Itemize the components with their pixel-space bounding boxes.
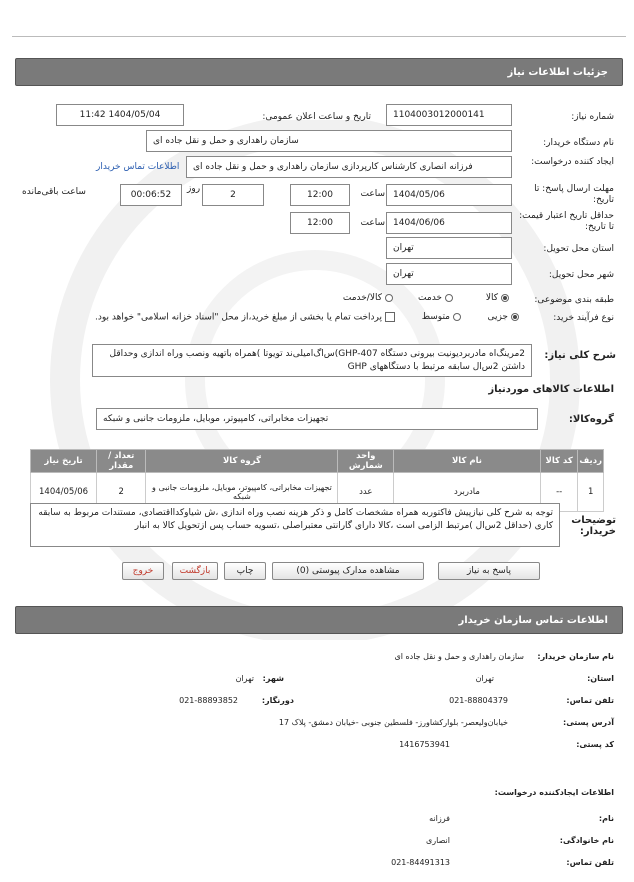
province-field: تهران xyxy=(386,237,512,259)
col-name: نام کالا xyxy=(394,450,541,473)
buyer-notes-text: توجه به شرح کلی نیازپیش فاکتوربه همراه مشخصات کامل و ذکر هزینه نصب وراه اندازی ،ش شیاوکدااقتصادی، مستندات مربوط به سابقه کاری (حداقل 2س‌ال )مرتبط الزامی است ،کالا دارای گارانتی معتبراصلی ،تسویه حساب پس ازتحویل کالا به انبار xyxy=(30,503,560,547)
contact-phone: 021-88804379 xyxy=(449,696,508,705)
creator-family: انصاری xyxy=(426,836,450,845)
validity-time-field: 12:00 xyxy=(290,212,350,234)
creator-phone-label: تلفن تماس: xyxy=(566,858,614,867)
category-label: طبقه بندی موضوعی: xyxy=(534,295,614,305)
buyer-org-label: نام دستگاه خریدار: xyxy=(543,138,614,148)
contact-city: تهران xyxy=(235,674,254,683)
contact-province: تهران xyxy=(475,674,494,683)
days-field: 2 xyxy=(202,184,264,206)
category-option-goods[interactable]: کالا xyxy=(486,293,512,304)
contact-postal: 1416753941 xyxy=(399,740,450,749)
need-number-field: 1104003012000141 xyxy=(386,104,512,126)
process-option-medium[interactable]: متوسط xyxy=(422,312,464,323)
goods-group-field: تجهیزات مخابراتی، کامپیوتر، موبایل، ملزومات جانبی و شبکه xyxy=(96,408,538,430)
announce-label: تاریخ و ساعت اعلان عمومی: xyxy=(262,112,371,122)
radio-icon[interactable] xyxy=(385,294,393,302)
contact-title: اطلاعات تماس سازمان خریدار xyxy=(458,615,608,626)
buyer-org-field: سازمان راهداری و حمل و نقل جاده ای xyxy=(146,130,512,152)
col-group: گروه کالا xyxy=(146,450,338,473)
checkbox-icon[interactable] xyxy=(385,312,395,322)
page-title: جزئیات اطلاعات نیاز xyxy=(507,67,608,78)
process-option-minor[interactable]: جزیی xyxy=(487,312,522,323)
contact-city-label: شهر: xyxy=(262,674,284,683)
category-option-both[interactable]: کالا/خدمت xyxy=(343,293,396,304)
process-label: نوع فرآیند خرید: xyxy=(553,313,614,323)
contact-province-label: استان: xyxy=(587,674,614,683)
category-option-service[interactable]: خدمت xyxy=(418,293,456,304)
reply-button[interactable]: پاسخ به نیاز xyxy=(438,562,540,580)
validity-label: حداقل تاریخ اعتبار قیمت: تا تاریخ: xyxy=(519,211,614,232)
city-label: شهر محل تحویل: xyxy=(548,270,614,280)
print-button[interactable]: چاپ xyxy=(224,562,266,580)
summary-label: شرح کلی نیاز: xyxy=(544,350,616,361)
payment-checkbox[interactable]: پرداخت تمام یا بخشی از مبلغ خرید،از محل "اسناد خزانه اسلامی" خواهد بود. xyxy=(28,312,398,324)
col-qty: تعداد / مقدار xyxy=(97,450,146,473)
top-divider xyxy=(12,36,626,37)
attachments-button[interactable]: مشاهده مدارک پیوستی (0) xyxy=(272,562,424,580)
table-row: 1 -- مادربرد عدد تجهیزات مخابراتی، کامپیوتر، موبایل، ملزومات جانبی و شبکه 2 1404/05/06 xyxy=(31,473,604,512)
col-row: ردیف xyxy=(578,450,604,473)
creator-phone: 021-84491313 xyxy=(391,858,450,867)
need-number-label: شماره نیاز: xyxy=(571,112,614,122)
validity-time-label: ساعت xyxy=(360,218,385,228)
exit-button[interactable]: خروج xyxy=(122,562,164,580)
contact-address: خیابان‌ولیعصر- بلوارکشاورز- فلسطین جنوبی -خیابان دمشق- پلاک 17 xyxy=(278,718,508,727)
city-field: تهران xyxy=(386,263,512,285)
col-code: کد کالا xyxy=(540,450,578,473)
goods-group-label: گروه‌کالا: xyxy=(568,414,614,425)
deadline-date-field: 1404/05/06 xyxy=(386,184,512,206)
contact-postal-label: کد پستی: xyxy=(576,740,614,749)
requester-field: فرزانه انصاری کارشناس کارپردازی سازمان راهداری و حمل و نقل جاده ای xyxy=(186,156,512,178)
summary-text: 2مرینگ‌اه مادربردیونیت بیرونی دستگاه GHP-407)س‌اگ‌امیلی‌ند تویوتا )همراه باتهیه ونصب وراه اندازی وحداقل داشتن 2س‌ال سابقه مرتبط با دستگاههای GHP xyxy=(92,344,532,377)
creator-title: اطلاعات ایجادکننده درخواست: xyxy=(494,788,614,797)
deadline-time-label: ساعت xyxy=(360,189,385,199)
contact-header xyxy=(15,606,623,634)
requester-label: ایجاد کننده درخواست: xyxy=(531,157,614,167)
goods-section-title: اطلاعات کالاهای موردنیاز xyxy=(488,384,614,395)
deadline-label: مهلت ارسال پاسخ: تا تاریخ: xyxy=(534,184,614,205)
buyer-contact-link[interactable]: اطلاعات تماس خریدار xyxy=(96,162,180,172)
days-label: روز xyxy=(187,184,201,194)
contact-org: سازمان راهداری و حمل و نقل جاده ای xyxy=(394,652,524,661)
creator-name-label: نام: xyxy=(598,814,614,823)
validity-date-field: 1404/06/06 xyxy=(386,212,512,234)
announce-field: 1404/05/04 11:42 xyxy=(56,104,184,126)
contact-phone-label: تلفن تماس: xyxy=(566,696,614,705)
contact-address-label: آدرس پستی: xyxy=(563,718,614,727)
contact-org-label: نام سازمان خریدار: xyxy=(537,652,614,661)
radio-icon[interactable] xyxy=(445,294,453,302)
contact-fax: 021-88893852 xyxy=(179,696,238,705)
contact-fax-label: دورنگار: xyxy=(261,696,294,705)
radio-selected-icon[interactable] xyxy=(511,313,519,321)
back-button[interactable]: بازگشت xyxy=(172,562,218,580)
creator-name: فرزانه xyxy=(429,814,450,823)
radio-icon[interactable] xyxy=(453,313,461,321)
col-date: تاریخ نیاز xyxy=(31,450,97,473)
radio-selected-icon[interactable] xyxy=(501,294,509,302)
buyer-notes-label: توضیحات خریدار: xyxy=(571,515,616,537)
remaining-time-field: 00:06:52 xyxy=(120,184,182,206)
page-header xyxy=(15,58,623,86)
remaining-label: ساعت باقی‌مانده xyxy=(22,187,86,197)
creator-family-label: نام خانوادگی: xyxy=(559,836,614,845)
col-unit: واحد شمارش xyxy=(338,450,394,473)
province-label: استان محل تحویل: xyxy=(543,244,614,254)
deadline-time-field: 12:00 xyxy=(290,184,350,206)
